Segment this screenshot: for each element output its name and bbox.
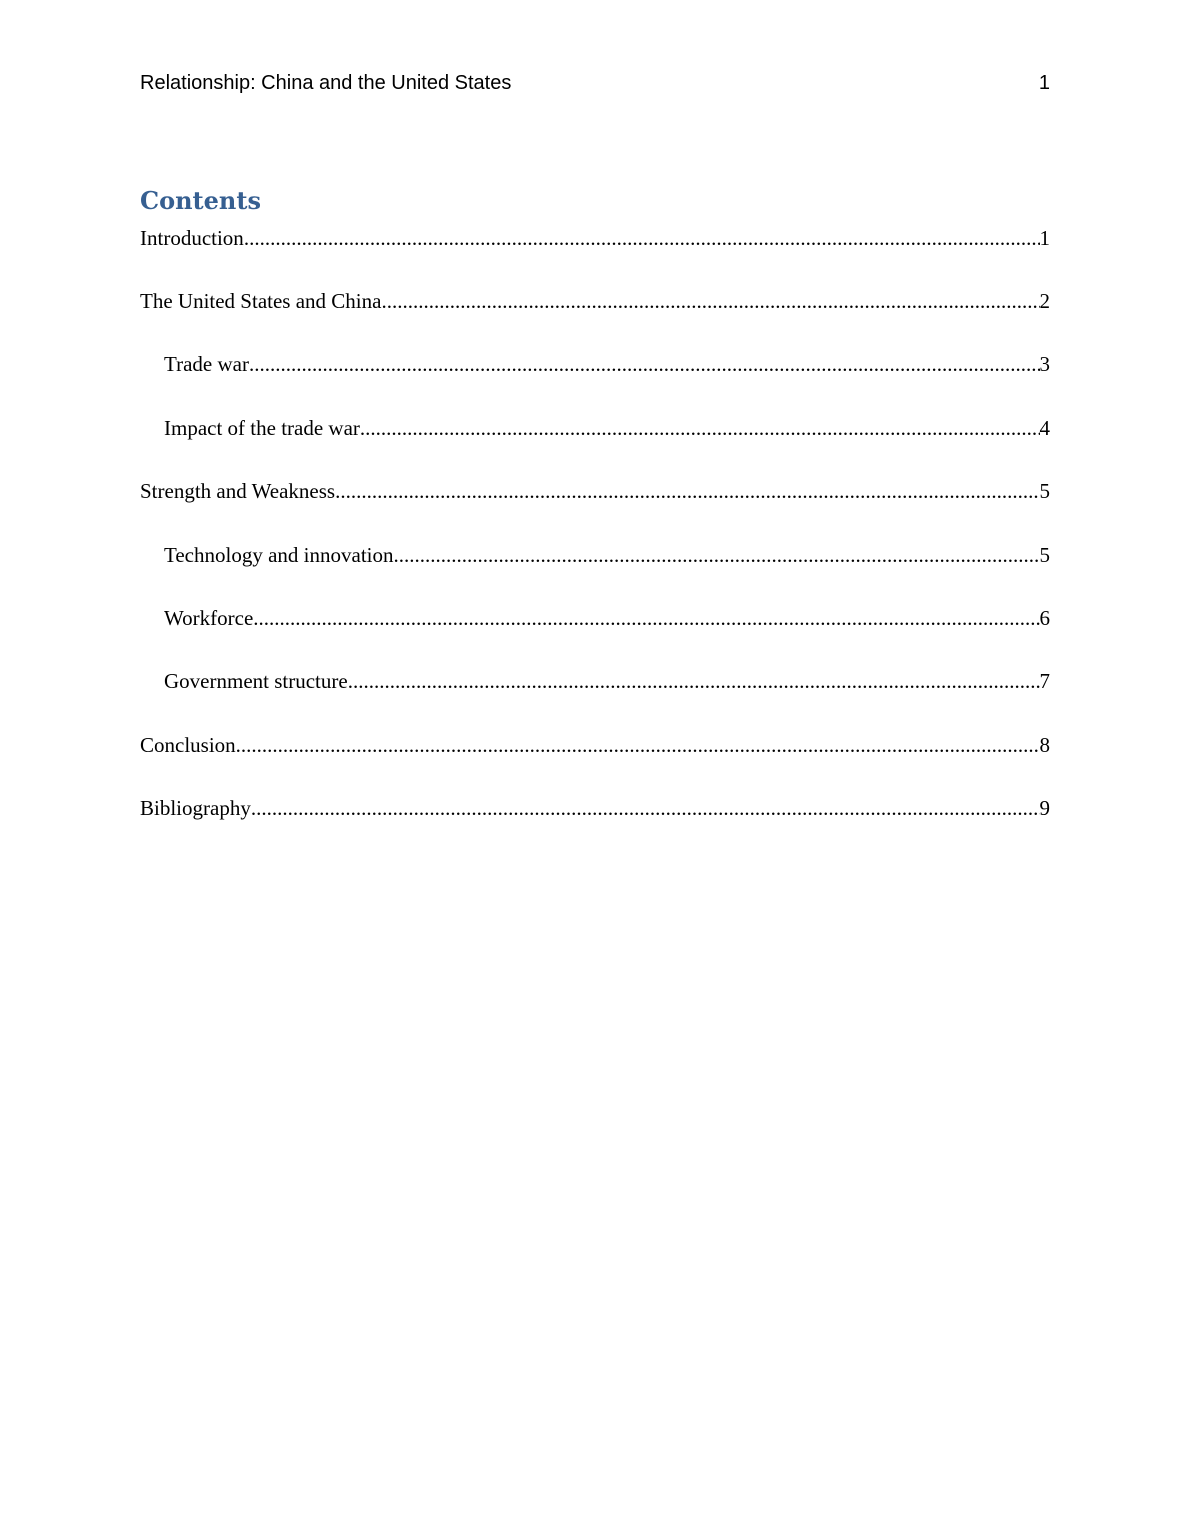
toc-entry-page: 4 (1039, 416, 1050, 440)
toc-dot-leader (335, 477, 1039, 505)
toc-entry-workforce[interactable] (164, 604, 1050, 632)
toc-entry-trade-war[interactable] (164, 350, 1050, 378)
toc-entry-conclusion[interactable] (140, 731, 1050, 759)
toc-dot-leader (381, 287, 1039, 315)
page-header (140, 72, 1050, 98)
toc-entry-page: 9 (1039, 796, 1050, 820)
toc-entry-page: 8 (1039, 733, 1050, 757)
toc-entry-label: Technology and innovation (164, 543, 394, 567)
toc-dot-leader (249, 350, 1040, 378)
toc-dot-leader (244, 224, 1040, 252)
toc-entry-impact-of-trade-war[interactable] (164, 414, 1050, 442)
header-title: Relationship: China and the United States (140, 72, 512, 94)
toc-entry-page: 3 (1039, 352, 1050, 376)
toc-entry-strength-and-weakness[interactable] (140, 477, 1050, 505)
toc-dot-leader (360, 414, 1040, 442)
toc-entry-page: 5 (1039, 543, 1050, 567)
toc-dot-leader (253, 604, 1039, 632)
toc-entry-page: 6 (1039, 606, 1050, 630)
toc-entry-technology-and-innovation[interactable] (164, 541, 1050, 569)
toc-entry-label: Strength and Weakness (140, 479, 336, 503)
toc-entry-label: Workforce (164, 606, 254, 630)
toc-heading: Contents (140, 186, 261, 215)
toc-entry-introduction[interactable] (140, 224, 1050, 252)
toc-entry-label: Government structure (164, 669, 348, 693)
toc-dot-leader (348, 667, 1040, 695)
toc-dot-leader (236, 731, 1040, 759)
toc-entry-page: 7 (1039, 669, 1050, 693)
toc-entry-page: 5 (1039, 479, 1050, 503)
toc-entry-page: 2 (1039, 289, 1050, 313)
toc-entry-label: Conclusion (140, 733, 236, 757)
toc-entry-bibliography[interactable] (140, 794, 1050, 822)
toc-entry-page: 1 (1039, 226, 1050, 250)
toc-entry-label: The United States and China (140, 289, 382, 313)
toc-entry-label: Trade war (164, 352, 249, 376)
toc-entry-government-structure[interactable] (164, 667, 1050, 695)
toc-entry-label: Impact of the trade war (164, 416, 360, 440)
toc-entry-label: Bibliography (140, 796, 251, 820)
header-page-number: 1 (1038, 72, 1050, 94)
toc-entry-label: Introduction (140, 226, 244, 250)
toc-dot-leader (251, 794, 1040, 822)
toc-dot-leader (393, 541, 1039, 569)
toc-entry-united-states-and-china[interactable] (140, 287, 1050, 315)
